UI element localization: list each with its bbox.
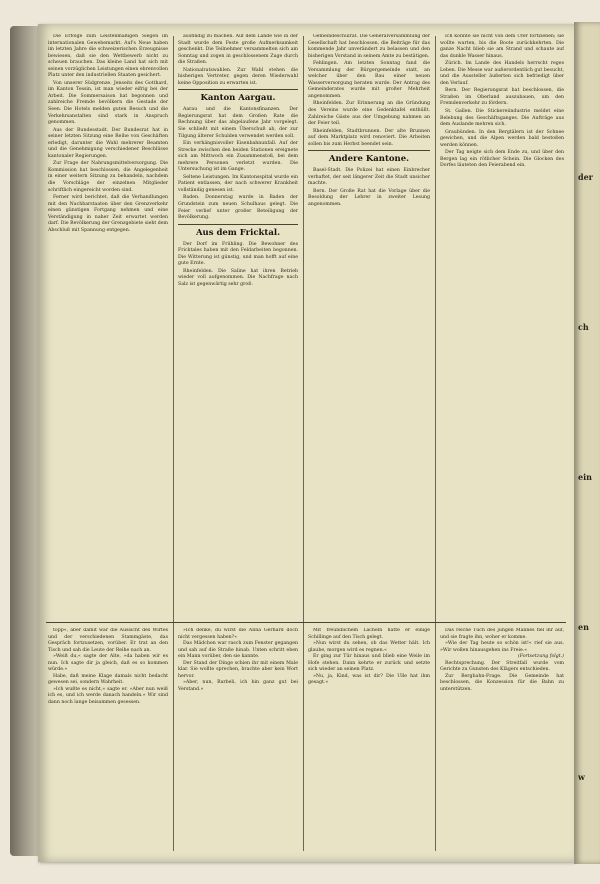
paragraph: Er ging zur Tür hinaus und blieb eine Weile im Hofe stehen. Dann kehrte er zurück und setzte sich wieder an seinen Platz.	[308, 654, 430, 673]
paragraph: Basel-Stadt. Die Polizei hat einen Einbrecher verhaftet, der seit längerer Zeit die Stadt unsicher machte.	[308, 168, 430, 187]
paragraph: Ich könnte sie nicht von dem Ufer fortziehen; sie wollte warten, bis die Boote zurückkehrten. Die ganze Nacht blieb sie am Strand und schaute auf das dunkle Wasser hinaus.	[440, 34, 564, 59]
paragraph: Gemeindeschulrat. Die Generalversammlung der Gesellschaft hat beschlossen, die Beiträge für das kommende Jahr unverändert zu belassen und den bisherigen Vorstand in seinem Amte zu bestätigen.	[308, 34, 430, 59]
paragraph: Rheinfelden. Zur Erinnerung an die Gründung des Vereins wurde eine Gedenktafel enthüllt. Zahlreiche Gäste aus der Umgebung nahmen an der Feier teil.	[308, 101, 430, 127]
continuation-note: (Fortsetzung folgt.)	[517, 654, 564, 660]
paragraph: »Wie der Tag heute so schön ist!« rief sie aus. »Wir wollen hinausgehen ins Freie.«	[440, 641, 564, 653]
paragraph: Ferner wird berichtet, daß die Verhandlungen mit den Nachbarstaaten über den Grenzverkehr einen günstigen Fortgang nehmen und eine Verständigung in naher Zeit erwartet werden darf. Die Bevölkerung der Grenzgebiete sieht dem Abschluß mit Spannung entgegen.	[48, 195, 168, 233]
paragraph: topp«, aber damit war die Aussicht des Wirtes und der verschiedenen Stammgäste, das Gespräch fortzusetzen, vorüber. Er trat an den Tisch und sah die Leute der Reihe nach an.	[48, 628, 168, 653]
paragraph: Rheinfelden, Stadtbrunnen. Der alte Brunnen auf dem Marktplatz wird renoviert. Die Arbeiten sollen bis zum Herbst beendet sein.	[308, 128, 430, 147]
feuilleton-rule	[46, 622, 566, 623]
paragraph: Ein verhängnisvoller Eisenbahnunfall. Auf der Strecke zwischen den beiden Stationen ereignete sich am Mittwoch ein Zusammenstoß, bei dem mehrere Personen verletzt wurden. Die Untersuchung ist im Gange.	[178, 141, 298, 173]
paragraph: Das reiche Tuch des jungen Mannes fiel ihr auf, und sie fragte ihn, woher er komme.	[440, 628, 564, 640]
paragraph: Zürich. Im Lande des Handels herrscht reges Leben. Die Messe war außerordentlich gut besucht, und die Aussteller äußerten sich befriedigt über den Verlauf.	[440, 61, 564, 86]
section-rule	[178, 224, 298, 225]
paragraph: Mit freundlichem Lächeln hatte er einige Schillinge auf den Tisch gelegt.	[308, 628, 430, 640]
section-heading-aargau: Kanton Aargau.	[200, 93, 276, 104]
column-divider	[303, 36, 304, 851]
section-heading-andere-kantone: Andere Kantone.	[328, 154, 410, 165]
paragraph: Aarau und die Kantonsfinanzen. Der Regierungsrat hat dem Großen Rate die Rechnung über das abgelaufene Jahr vorgelegt. Sie schließt mit einem Überschuß ab, der zur Tilgung älterer Schulden verwendet werden soll.	[178, 107, 298, 139]
paragraph: »Aber, nun, Barbeli, ich bin ganz gut bei Verstand.«	[178, 680, 298, 692]
paragraph: Bern. Der Große Rat hat die Vorlage über die Besoldung der Lehrer in zweiter Lesung angenommen.	[308, 188, 430, 208]
paragraph: Der Stand der Dinge schien ihr mit einem Male klar. Sie wollte sprechen, brachte aber kein Wort hervor.	[178, 660, 298, 679]
feuilleton-column-4	[440, 628, 564, 852]
paragraph: Die Erfolge zum Leistenmäßigen Siegen im internationalen Gewebemarkt. Auf's Neue haben im letzten Jahre die schweizerischen Erzeugnisse bewiesen, daß sie den Wettbewerb nicht zu scheuen brauchen. Das kleine Land hat sich mit seinen vorzüglichen Leistungen einen ehrenvollen Platz unter den industriellen Staaten gesichert.	[48, 34, 168, 79]
paragraph: Fehlingen. Am letzten Sonntag fand die Versammlung der Bürgergemeinde statt, an welcher über den Bau einer neuen Wasserversorgung beraten wurde. Der Antrag des Gemeinderates wurde mit großer Mehrheit angenommen.	[308, 61, 430, 99]
paragraph: Habe, daß meine Klage damals nicht bedacht gewesen sei, sondern Wahrheit.	[48, 673, 168, 686]
column-1	[48, 34, 168, 616]
section-rule	[308, 150, 430, 151]
paragraph: Rheinfelden. Die Saline hat ihren Betrieb wieder voll aufgenommen. Die Nachfrage nach Salz ist gegenwärtig sehr groß.	[178, 268, 298, 287]
paragraph: Bern. Der Regierungsrat hat beschlossen, die Straßen im Oberland auszubauen, um den Fremdenverkehr zu fördern.	[440, 88, 564, 107]
paragraph: »Nu, ja, Kind, was ist dir? Die Ulle hat ihm gesagt.«	[308, 673, 430, 686]
column-3	[308, 34, 430, 616]
paragraph: Rechtsprechung. Der Streitfall wurde vom Gerichte zu Gunsten des Klägers entschieden.	[440, 660, 564, 673]
column-divider	[173, 36, 174, 851]
paragraph: St. Gallen. Die Stickereiindustrie meldet eine Belebung des Geschäftsganges. Die Aufträge aus dem Auslande mehren sich.	[440, 109, 564, 128]
paragraph: Von unserer Südgrenze. Jenseits des Gotthard, im Kanton Tessin, ist man wieder eifrig bei der Arbeit. Die Sommersaison hat begonnen und zahlreiche Fremde bevölkern die Gestade der Seen. Die Hotels melden guten Besuch und die Verkehrsanstalten sind stark in Anspruch genommen.	[48, 80, 168, 126]
column-2	[178, 34, 298, 616]
section-rule	[178, 89, 298, 90]
feuilleton-column-2	[178, 628, 298, 852]
paragraph: Der Dorf im Frühling. Die Bewohner des Fricktales haben mit den Feldarbeiten begonnen. Die Witterung ist günstig, und man hofft auf eine gute Ernte.	[178, 241, 298, 267]
paragraph: Aus der Bundesstadt. Der Bundesrat hat in seiner letzten Sitzung eine Reihe von Geschäften erledigt, darunter die Wahl mehrerer Beamten und die Genehmigung verschiedener Beschlüsse kantonaler Regierungen.	[48, 127, 168, 159]
facing-page-fragment: en	[578, 622, 589, 632]
paragraph: Seltene Leistungen. Im Kantonsspital wurde ein Patient entlassen, der nach schwerer Krankheit vollständig genesen ist.	[178, 174, 298, 193]
column-4	[440, 34, 564, 616]
feuilleton-column-1	[48, 628, 168, 852]
facing-page-fragment: w	[578, 772, 585, 782]
feuilleton-column-3	[308, 628, 430, 852]
facing-page-fragment: ein	[578, 472, 592, 482]
paragraph: ausfindig zu machen. Auf dem Lande wie in der Stadt wurde dem Feste große Aufmerksamkeit geschenkt. Die Teilnehmer versammelten sich am Sonntag und zogen in geschlossenem Zuge durch die Straßen.	[178, 34, 298, 66]
column-divider	[435, 36, 436, 851]
paragraph: Graubünden. In den Bergtälern ist der Schnee gewichen, und die Alpen werden bald bestoßen werden können.	[440, 129, 564, 148]
section-heading-fricktal: Aus dem Fricktal.	[195, 227, 281, 238]
paragraph: Baden. Donnerstag wurde in Baden der Grundstein zum neuen Schulhaus gelegt. Die Feier verlief unter großer Beteiligung der Bevölkerung.	[178, 195, 298, 221]
paragraph: Nationalratswahlen. Zur Wahl stehen die bisherigen Vertreter, gegen deren Wiederwahl keine Opposition zu erwarten ist.	[178, 67, 298, 86]
facing-page-fragment: ch	[578, 322, 589, 332]
facing-page-edge	[574, 22, 600, 864]
paragraph: Zur Bergbahn-Frage. Die Gemeinde hat beschlossen, die Konzession für die Bahn zu unterstützen.	[440, 673, 564, 692]
paragraph: Der Tag neigte sich dem Ende zu, und über den Bergen lag ein rötlicher Schein. Die Glocken des Dorfes läuteten den Feierabend ein.	[440, 150, 564, 169]
paragraph: Zur Frage der Nahrungsmittelversorgung. Die Kommission hat beschlossen, die Angelegenheit in einer weitern Sitzung zu behandeln, nachdem die Vorschläge der einzelnen Mitglieder schriftlich eingereicht worden sind.	[48, 161, 168, 193]
paragraph: »Nun wirst du sehen, ob das Wetter hält. Ich glaube, morgen wird es regnen.«	[308, 641, 430, 653]
newspaper-page	[38, 24, 574, 862]
book-spine	[10, 26, 40, 856]
paragraph: »Weiß du,« sagte der Alte, »da haben wir es nun. Ich sagte dir ja gleich, daß es so kommen würde.«	[48, 654, 168, 673]
paragraph: »Ich wußte es nicht,« sagte er. »Aber nun weiß ich es, und ich werde danach handeln.« Wir sind dann noch lange beisammen gesessen.	[48, 686, 168, 706]
paragraph: Das Mädchen war rasch zum Fenster gegangen und sah auf die Straße hinab. Unten schritt eben ein Mann vorüber, den sie kannte.	[178, 641, 298, 660]
paragraph: »Ich denke, du wirst die Anna Gerhard doch nicht vergessen haben?«	[178, 628, 298, 640]
facing-page-fragment: der	[578, 172, 593, 182]
